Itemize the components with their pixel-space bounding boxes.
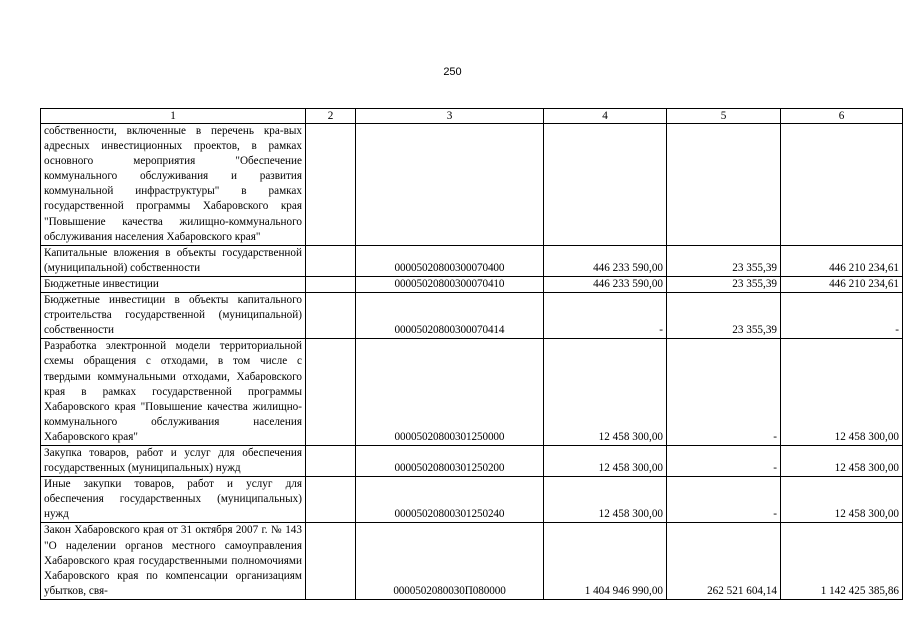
- row-value-5: 23 355,39: [667, 245, 781, 276]
- row-code: 00005020800300070414: [356, 293, 544, 339]
- row-value-6: 12 458 300,00: [781, 445, 903, 476]
- row-value-6: 12 458 300,00: [781, 477, 903, 523]
- row-col2: [306, 523, 356, 599]
- row-value-5: -: [667, 339, 781, 446]
- row-code: [356, 124, 544, 246]
- budget-table: [40, 108, 903, 600]
- row-col2: [306, 245, 356, 276]
- row-col2: [306, 445, 356, 476]
- row-value-6: [781, 124, 903, 246]
- table-row: [41, 293, 903, 339]
- row-code: 00005020800З0П080000: [356, 523, 544, 599]
- row-name: Разработка электронной модели территориальной схемы обращения с отходами, в том числе с твердыми коммунальными отходами, Хабаровского края в рамках государственной программы Хабаровского края "Повышение качества жилищно-коммунального обслуживания населения Хабаровского края": [41, 339, 306, 446]
- row-col2: [306, 276, 356, 292]
- row-value-5: 262 521 604,14: [667, 523, 781, 599]
- row-code: 00005020800300070400: [356, 245, 544, 276]
- row-value-6: -: [781, 293, 903, 339]
- table-header-row: [41, 109, 903, 124]
- row-value-4: 12 458 300,00: [544, 445, 667, 476]
- row-name: Бюджетные инвестиции: [41, 276, 306, 292]
- row-code: 00005020800301250000: [356, 339, 544, 446]
- table-row: [41, 477, 903, 523]
- table-row: [41, 245, 903, 276]
- row-col2: [306, 124, 356, 246]
- row-value-4: [544, 124, 667, 246]
- table-row: [41, 339, 903, 446]
- table-row: [41, 523, 903, 599]
- row-value-6: 1 142 425 385,86: [781, 523, 903, 599]
- column-header-3: 3: [356, 109, 544, 124]
- row-name: Закон Хабаровского края от 31 октября 2007 г. № 143 "О наделении органов местного самоуправления Хабаровского края государственными полномочиями Хабаровского края по компенсации организациям убытков, свя-: [41, 523, 306, 599]
- row-code: 00005020800301250240: [356, 477, 544, 523]
- row-value-4: -: [544, 293, 667, 339]
- row-code: 00005020800301250200: [356, 445, 544, 476]
- row-col2: [306, 339, 356, 446]
- row-name: собственности, включенные в перечень кра-вых адресных инвестиционных проектов, в рамках основного мероприятия "Обеспечение коммунального обслуживания и развития коммунальной инфраструктуры" в рамках государственной программы Хабаровского края "Повышение качества жилищно-коммунального обслуживания населения Хабаровского края": [41, 124, 306, 246]
- table-row: [41, 276, 903, 292]
- table-row: [41, 445, 903, 476]
- row-value-6: 446 210 234,61: [781, 245, 903, 276]
- row-value-5: [667, 124, 781, 246]
- column-header-1: 1: [41, 109, 306, 124]
- row-name: Капитальные вложения в объекты государственной (муниципальной) собственности: [41, 245, 306, 276]
- row-col2: [306, 477, 356, 523]
- column-header-6: 6: [781, 109, 903, 124]
- row-value-4: 446 233 590,00: [544, 276, 667, 292]
- row-value-6: 12 458 300,00: [781, 339, 903, 446]
- column-header-4: 4: [544, 109, 667, 124]
- row-value-4: 12 458 300,00: [544, 339, 667, 446]
- column-header-2: 2: [306, 109, 356, 124]
- row-name: Закупка товаров, работ и услуг для обеспечения государственных (муниципальных) нужд: [41, 445, 306, 476]
- page-number: 250: [443, 66, 462, 78]
- row-value-5: 23 355,39: [667, 293, 781, 339]
- column-header-5: 5: [667, 109, 781, 124]
- row-value-5: -: [667, 445, 781, 476]
- row-value-6: 446 210 234,61: [781, 276, 903, 292]
- row-code: 00005020800300070410: [356, 276, 544, 292]
- table-row: [41, 124, 903, 246]
- row-value-5: -: [667, 477, 781, 523]
- row-value-5: 23 355,39: [667, 276, 781, 292]
- row-name: Бюджетные инвестиции в объекты капитального строительства государственной (муниципальной) собственности: [41, 293, 306, 339]
- row-col2: [306, 293, 356, 339]
- row-value-4: 1 404 946 990,00: [544, 523, 667, 599]
- row-value-4: 12 458 300,00: [544, 477, 667, 523]
- row-value-4: 446 233 590,00: [544, 245, 667, 276]
- row-name: Иные закупки товаров, работ и услуг для обеспечения государственных (муниципальных) нужд: [41, 477, 306, 523]
